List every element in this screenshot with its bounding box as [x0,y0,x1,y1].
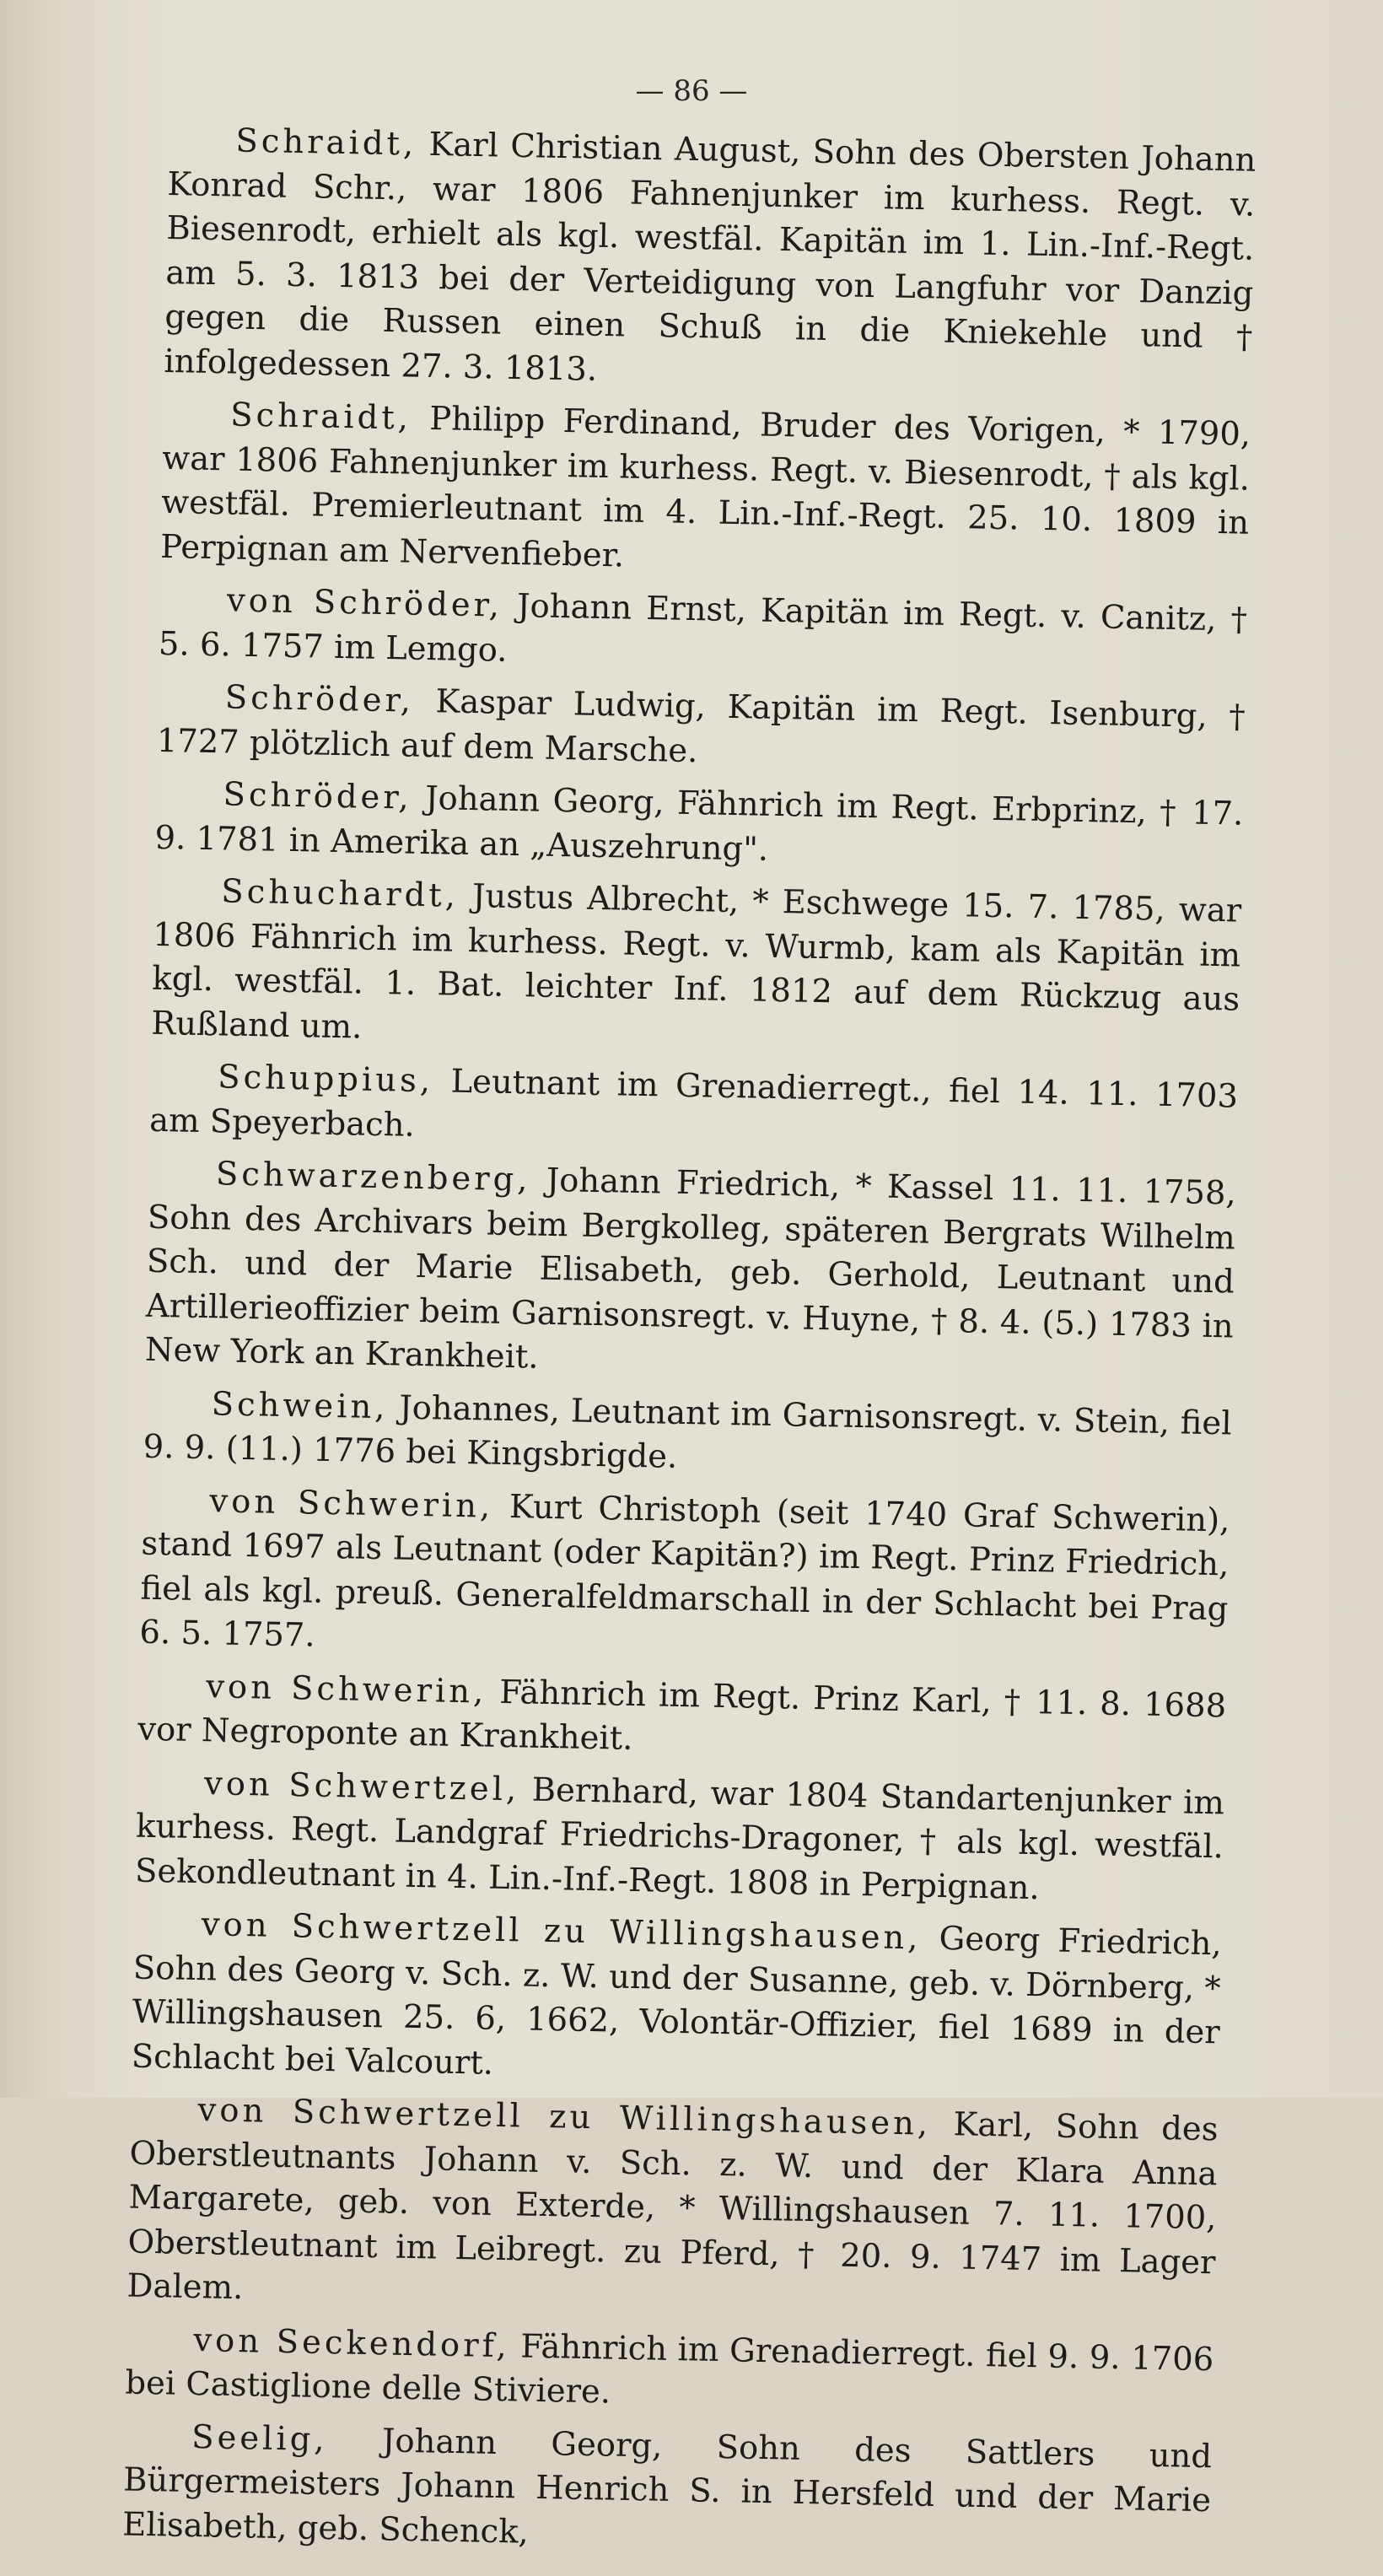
entry [151,869,1242,1067]
entry [159,578,1248,687]
entry-list [122,118,1257,2576]
entry [149,1054,1239,1164]
entry [122,2414,1213,2568]
entry [154,772,1244,881]
entry-text: Kurt Christoph (seit 1740 Graf Schwerin), stand 1697 als Leutnant (oder Kapitän?) im Regt. Prinz Friedrich, fiel als kgl. preuß. Generalfeldmarschall in der Schlacht bei Prag 6. 5. 1757. [139,1487,1230,1655]
entry-text: Philipp Ferdinand, Bruder des Vorigen, * 1790, war 1806 Fahnenjunker im kurhess. Regt. v. Biesenrodt, † als kgl. westfäl. Premierleutnant im 4. Lin.-Inf.-Regt. 25. 10. 1809 in Perpignan am Nervenfieber. [159,399,1251,574]
entry-text: Johann Georg, Sohn des Sattlers und Bürgermeisters Johann Henrich S. in Hersfeld und der Marie Elisabeth, geb. Schenck, [121,2420,1213,2552]
entry-text: Johannes, Leutnant im Garnisonsregt. v. Stein, fiel 9. 9. (11.) 1776 bei Kingsbrigde. [143,1388,1232,1476]
entry-text: Justus Albrecht, * Eschwege 15. 7. 1785, war 1806 Fähnrich im kurhess. Regt. v. Wurmb, kam als Kapitän im kgl. westfäl. 1. Bat. leichter Inf. 1812 auf dem Rückzug aus Rußland um. [150,876,1242,1047]
entry [164,118,1257,405]
entry-name: von Schwerin, [205,1667,487,1711]
entry-name: Schwein, [211,1384,389,1426]
entry-text: Fähnrich im Regt. Prinz Karl, † 11. 8. 1688 vor Negroponte an Krankheit. [137,1673,1227,1758]
entry-name: Schuchardt, [220,872,460,915]
entry [131,1902,1222,2100]
entry-name: Schröder, [223,775,413,817]
entry-name: Seelig, [191,2417,329,2459]
entry-text: Karl, Sohn des Oberstleutnants Johann v. Sch. z. W. und der Klara Anna Margarete, geb. von Exterde, * Willingshausen 7. 11. 1700, Oberstleutnant im Leibregt. zu Pferd, † 20. 9. 1747 im Lager Dalem. [126,2104,1219,2308]
entry-text: Karl Christian August, Sohn des Obersten Johann Konrad Schr., war 1806 Fahnenjunker im kurhess. Regt. v. Biesenrodt, erhielt als kgl. westfäl. Kapitän im 1. Lin.-Inf.-Regt. am 5. 3. 1813 bei der Verteidigung von Langfuhr vor Danzig gegen die Russen einen Schuß in die Kniekehle und † infolgedessen 27. 3. 1813. [164,125,1257,389]
entry [125,2317,1214,2427]
entry-name: von Schwertzell zu Willingshausen, [201,1905,922,1958]
entry-name: Schraidt, [229,396,412,438]
entry-name: Schröder, [224,678,415,720]
entry [156,675,1246,784]
entry [135,1760,1225,1914]
entry-name: von Seckendorf, [193,2320,511,2365]
entry-name: von Schröder, [226,581,503,625]
entry-text: Kaspar Ludwig, Kapitän im Regt. Isenburg, † 1727 plötzlich auf dem Marsche. [156,682,1246,770]
entry [144,1151,1236,1393]
entry-text: Leutnant im Grenadierregt., fiel 14. 11. 1703 am Speyerbach. [148,1062,1239,1145]
entry-name: Schraidt, [235,121,417,164]
entry [139,1478,1230,1676]
entry-name: Schwarzenberg, [215,1155,531,1199]
entry-text: Georg Friedrich, Sohn des Georg v. Sch. z. W. und der Susanne, geb. v. Dörnberg, * Willingshausen 25. 6, 1662, Volontär-Offizier, fiel 1689 in der Schlacht bei Valcourt. [131,1919,1223,2083]
entry [126,2088,1219,2330]
page-number: — 86 — [635,74,748,108]
entry-text: Johann Georg, Fähnrich im Regt. Erbprinz, † 17. 9. 1781 in Amerika an „Auszehrung". [154,779,1244,869]
entry [143,1381,1232,1490]
entry-name: von Schwertzel, [203,1764,520,1808]
entry-text: Johann Friedrich, * Kassel 11. 11. 1758, Sohn des Archivars beim Bergkolleg, späteren Bergrats Wilhelm Sch. und der Marie Elisabeth, geb. Gerhold, Leutnant und Artillerieoffizier beim Garnisonsregt. v. Huyne, † 8. 4. (5.) 1783 in New York an Krankheit. [144,1161,1237,1377]
entry-text: Fähnrich im Grenadierregt. fiel 9. 9. 1706 bei Castiglione delle Stiviere. [125,2326,1214,2412]
entry-text: Bernhard, war 1804 Standartenjunker im kurhess. Regt. Landgraf Friedrichs-Dragoner, † als kgl. westfäl. Sekondleutnant in 4. Lin.-Inf.-Regt. 1808 in Perpignan. [134,1770,1225,1907]
entry-name: von Schwertzell zu Willingshausen, [197,2091,932,2143]
entry [137,1663,1227,1773]
entry-text: Johann Ernst, Kapitän im Regt. v. Canitz, † 5. 6. 1757 im Lemgo. [158,586,1248,670]
entry-name: Schuppius, [217,1058,434,1101]
entry [160,392,1251,590]
entry-name: von Schwerin, [209,1481,494,1526]
